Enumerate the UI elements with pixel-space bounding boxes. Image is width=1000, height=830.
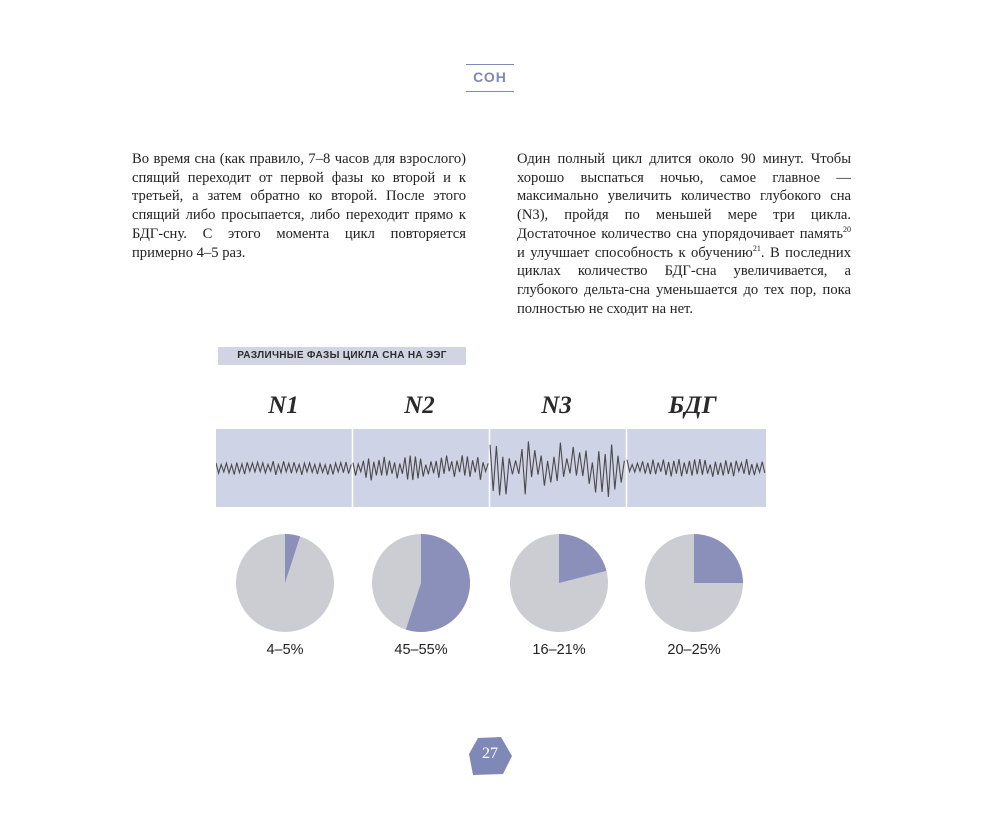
phase-label-rem: БДГ xyxy=(668,392,717,419)
pie-label-rem: 20–25% xyxy=(667,642,721,658)
page-number: 27 xyxy=(482,745,498,762)
eeg-chart xyxy=(216,429,766,507)
pie-chart-rem xyxy=(644,533,744,633)
pie-chart-n2 xyxy=(371,533,471,633)
pie-label-n1: 4–5% xyxy=(266,642,304,658)
pie-chart-n3 xyxy=(509,533,609,633)
right-text-column xyxy=(517,150,851,318)
pie-slice-rem xyxy=(694,534,743,583)
footnote-20[interactable]: 20 xyxy=(843,224,851,234)
pie-label-n2: 45–55% xyxy=(394,642,448,658)
left-text-column xyxy=(132,150,466,262)
phase-label-n2: N2 xyxy=(404,392,435,419)
figure-title: РАЗЛИЧНЫЕ ФАЗЫ ЦИКЛА СНА НА ЭЭГ xyxy=(218,347,466,365)
phase-label-n1: N1 xyxy=(268,392,299,419)
chapter-header: СОН xyxy=(466,64,514,92)
footnote-21[interactable]: 21 xyxy=(752,243,761,253)
right-text-part1: Один полный цикл длится около 90 минут. Чтобы хорошо выспаться ночью, самое главное — максимально увеличить количество глубокого сна (N3), пройдя по меньшей мере три цикла. Достаточное количество сна упорядочивает память xyxy=(517,151,851,242)
right-text-part3: . В последних циклах количество БДГ-сна увеличивается, а глубокого дельта-сна уменьшается до тех пор, пока полностью не сходит на нет. xyxy=(517,244,851,317)
left-paragraph: Во время сна (как правило, 7–8 часов для взрослого) спящий переходит от первой фазы ко второй и к третьей, а затем обратно ко второй. После этого спящий либо просыпается, либо переходит прямо к БДГ-сну. С этого момента цикл повторяется примерно 4–5 раз. xyxy=(132,151,466,261)
right-text-part2: и улучшает способность к обучению xyxy=(517,244,753,261)
pie-label-n3: 16–21% xyxy=(532,642,586,658)
phase-label-n3: N3 xyxy=(541,392,572,419)
pie-chart-n1 xyxy=(235,533,335,633)
right-paragraph xyxy=(517,150,851,318)
